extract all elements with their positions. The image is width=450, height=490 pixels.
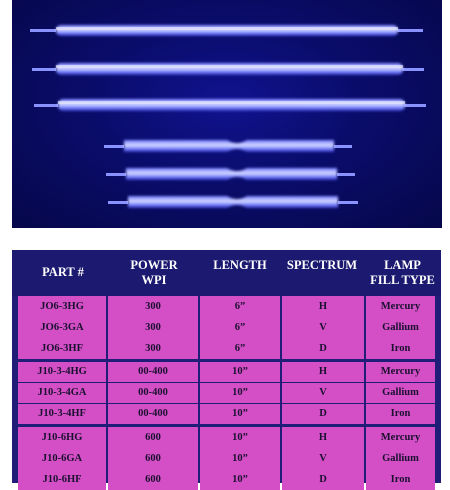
cell-fill-type: Mercury [366,296,435,317]
cell-power: 300 [108,338,198,359]
cell-power: 300 [108,317,198,338]
cell-fill-type: Gallium [366,317,435,338]
lamp-photo-graphic [12,0,442,228]
cell-length: 10” [200,383,280,404]
lamp-photo [12,0,442,228]
cell-power: 600 [108,448,198,469]
cell-length: 6” [200,317,280,338]
header-length [200,250,280,296]
short-lamp-3 [108,196,358,208]
cell-spectrum: H [282,296,364,317]
cell-length: 10” [200,448,280,469]
cell-fill-type: Iron [366,338,435,359]
cell-power: 00-400 [108,404,198,425]
cell-fill-type: Iron [366,469,435,490]
table-row [18,296,435,317]
long-lamp-1 [30,25,423,36]
cell-fill-type: Mercury [366,362,435,383]
cell-spectrum: V [282,383,364,404]
header-part-label: PART # [42,265,84,279]
cell-part: JO6-3GA [18,317,106,338]
table-row [18,383,435,404]
cell-length: 10” [200,427,280,448]
header-lamp-line2: FILL TYPE [370,273,435,287]
cell-spectrum: D [282,404,364,425]
header-lamp-fill [364,250,441,296]
cell-spectrum: V [282,317,364,338]
table-row [18,362,435,383]
cell-length: 6” [200,338,280,359]
cell-part: J10-6GA [18,448,106,469]
cell-length: 10” [200,404,280,425]
cell-fill-type: Iron [366,404,435,425]
cell-spectrum: H [282,362,364,383]
cell-power: 600 [108,427,198,448]
header-lamp-line1: LAMP [384,258,421,272]
short-lamp-2 [106,168,355,180]
table-row [18,448,435,469]
cell-part: J10-6HF [18,469,106,490]
header-spectrum [280,250,364,296]
cell-part: J10-3-4HF [18,404,106,425]
header-part [18,250,108,296]
cell-power: 600 [108,469,198,490]
long-lamp-3 [34,99,426,111]
header-power [108,250,200,296]
cell-spectrum: H [282,427,364,448]
header-power-line2: WPI [141,273,167,287]
cell-fill-type: Gallium [366,448,435,469]
cell-length: 10” [200,469,280,490]
table-row [18,404,435,425]
cell-power: 00-400 [108,362,198,383]
cell-part: J10-3-4HG [18,362,106,383]
lamp-spec-table [12,250,441,483]
short-lamp-1 [104,140,352,152]
cell-length: 6” [200,296,280,317]
header-length-label: LENGTH [213,258,267,272]
cell-spectrum: V [282,448,364,469]
cell-fill-type: Mercury [366,427,435,448]
header-spectrum-label: SPECTRUM [286,258,358,272]
cell-fill-type: Gallium [366,383,435,404]
cell-spectrum: D [282,338,364,359]
table-header [12,250,441,296]
table-row [18,469,435,490]
cell-part: J10-3-4GA [18,383,106,404]
table-row [18,427,435,448]
cell-part: JO6-3HG [18,296,106,317]
header-power-line1: POWER [130,258,178,272]
table-row [18,338,435,359]
cell-power: 00-400 [108,383,198,404]
cell-part: JO6-3HF [18,338,106,359]
cell-spectrum: D [282,469,364,490]
table-body [18,296,435,490]
cell-part: J10-6HG [18,427,106,448]
table-row [18,317,435,338]
cell-power: 300 [108,296,198,317]
long-lamp-2 [32,63,424,75]
cell-length: 10” [200,362,280,383]
